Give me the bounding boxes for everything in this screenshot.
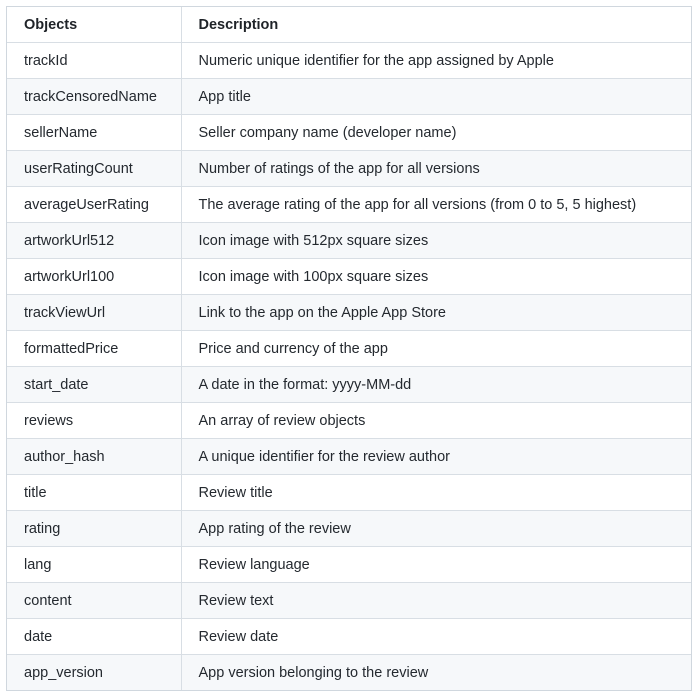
object-name-cell: app_version (7, 655, 181, 691)
object-name-cell: content (7, 583, 181, 619)
description-cell: The average rating of the app for all versions (from 0 to 5, 5 highest) (181, 187, 691, 223)
table-body (7, 43, 691, 691)
description-cell: A unique identifier for the review author (181, 439, 691, 475)
table-row (7, 331, 691, 367)
table-row (7, 403, 691, 439)
description-cell: Review language (181, 547, 691, 583)
table-row (7, 583, 691, 619)
description-cell: App version belonging to the review (181, 655, 691, 691)
table-row (7, 475, 691, 511)
table-row (7, 295, 691, 331)
object-name-cell: start_date (7, 367, 181, 403)
description-cell: Number of ratings of the app for all versions (181, 151, 691, 187)
description-cell: App title (181, 79, 691, 115)
header-objects: Objects (7, 7, 181, 43)
table-row (7, 439, 691, 475)
table-row (7, 151, 691, 187)
object-name-cell: artworkUrl512 (7, 223, 181, 259)
description-cell: Numeric unique identifier for the app assigned by Apple (181, 43, 691, 79)
description-cell: Review date (181, 619, 691, 655)
table-row (7, 619, 691, 655)
object-name-cell: lang (7, 547, 181, 583)
table-row (7, 115, 691, 151)
object-name-cell: trackId (7, 43, 181, 79)
object-name-cell: sellerName (7, 115, 181, 151)
description-cell: Icon image with 512px square sizes (181, 223, 691, 259)
description-cell: Link to the app on the Apple App Store (181, 295, 691, 331)
description-cell: Price and currency of the app (181, 331, 691, 367)
objects-table (7, 7, 691, 690)
description-cell: App rating of the review (181, 511, 691, 547)
objects-table-container (6, 6, 692, 691)
object-name-cell: date (7, 619, 181, 655)
object-name-cell: reviews (7, 403, 181, 439)
table-row (7, 259, 691, 295)
table-row (7, 79, 691, 115)
object-name-cell: artworkUrl100 (7, 259, 181, 295)
object-name-cell: rating (7, 511, 181, 547)
table-row (7, 187, 691, 223)
description-cell: Icon image with 100px square sizes (181, 259, 691, 295)
description-cell: Seller company name (developer name) (181, 115, 691, 151)
object-name-cell: averageUserRating (7, 187, 181, 223)
table-row (7, 511, 691, 547)
description-cell: Review title (181, 475, 691, 511)
object-name-cell: author_hash (7, 439, 181, 475)
description-cell: A date in the format: yyyy-MM-dd (181, 367, 691, 403)
header-description: Description (181, 7, 691, 43)
table-header-row (7, 7, 691, 43)
description-cell: Review text (181, 583, 691, 619)
table-row (7, 367, 691, 403)
table-row (7, 547, 691, 583)
table-row (7, 43, 691, 79)
object-name-cell: title (7, 475, 181, 511)
description-cell: An array of review objects (181, 403, 691, 439)
object-name-cell: userRatingCount (7, 151, 181, 187)
object-name-cell: trackViewUrl (7, 295, 181, 331)
object-name-cell: trackCensoredName (7, 79, 181, 115)
table-row (7, 223, 691, 259)
object-name-cell: formattedPrice (7, 331, 181, 367)
table-row (7, 655, 691, 691)
